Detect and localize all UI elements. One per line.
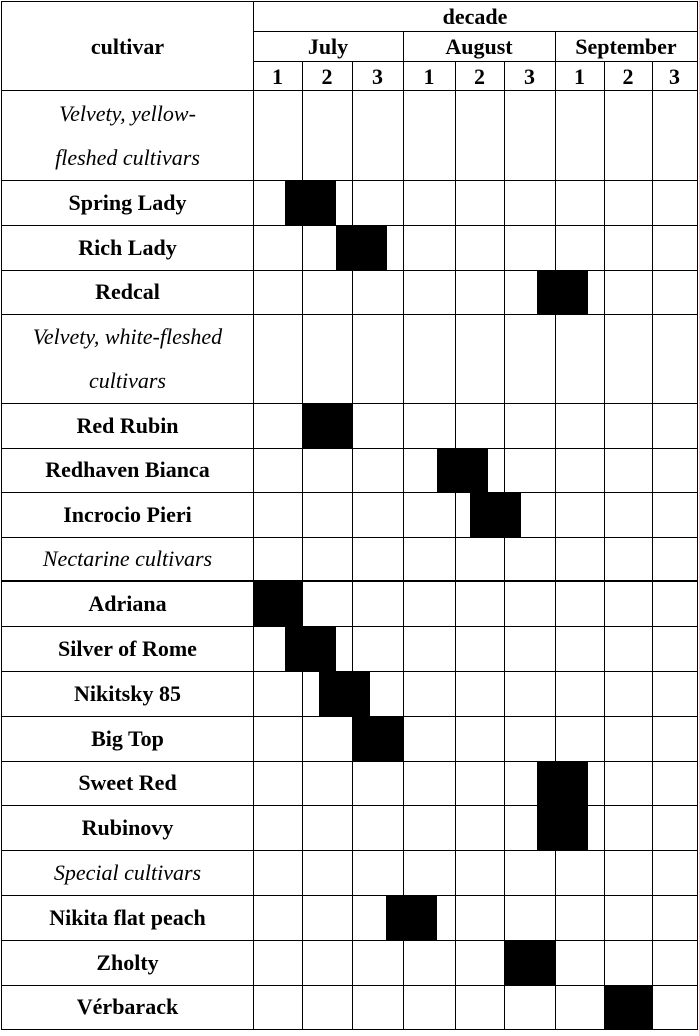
grid-line (1, 270, 698, 271)
grid-line (504, 61, 505, 1030)
group-label: Special cultivars (53, 859, 202, 885)
header-decade-number: 1 (423, 63, 435, 89)
header-decade-number: 2 (321, 63, 333, 89)
table-border-left (1, 1, 2, 1030)
section-divider (1, 580, 698, 582)
header-decade-number: 1 (272, 63, 283, 89)
ripening-bar (319, 671, 370, 716)
ripening-bar (537, 805, 588, 850)
grid-line (604, 61, 605, 1030)
ripening-bar (437, 448, 488, 492)
cultivar-name: Spring Lady (68, 189, 187, 215)
header-decade-number: 2 (474, 63, 485, 89)
cultivar-name: Silver of Rome (58, 635, 197, 661)
grid-line (253, 61, 697, 62)
table-border-top (1, 1, 698, 2)
ripening-bar (285, 626, 336, 671)
grid-line (1, 180, 698, 181)
ripening-bar (285, 180, 336, 225)
cultivar-name: Rich Lady (78, 234, 177, 260)
grid-line (1, 537, 698, 538)
grid-line (302, 61, 303, 1030)
grid-line (1, 805, 698, 806)
cultivar-name: Red Rubin (76, 412, 179, 438)
table-border-bottom (1, 1029, 698, 1030)
cultivar-name: Rubinovy (81, 814, 174, 840)
group-label (2, 314, 253, 403)
header-month-august: August (445, 34, 513, 59)
cultivar-name: Redcal (95, 279, 160, 304)
header-month-july: July (307, 34, 349, 59)
header-decade-number: 3 (372, 63, 383, 89)
group-label-line: Velvety, white-fleshed (32, 323, 223, 349)
ripening-bar (253, 581, 302, 626)
ripening-bar (336, 225, 387, 270)
grid-line (1, 492, 698, 493)
grid-line (455, 61, 456, 1030)
group-label-line: cultivars (89, 367, 166, 393)
grid-line (1, 314, 698, 315)
grid-line (1, 90, 698, 91)
grid-line (1, 716, 698, 717)
grid-line (253, 1, 254, 1030)
grid-line (1, 761, 698, 762)
cultivar-name: Sweet Red (78, 770, 177, 795)
grid-line (1, 985, 698, 986)
cultivar-name: Redhaven Bianca (45, 457, 210, 482)
grid-line (1, 671, 698, 672)
ripening-bar (352, 716, 403, 761)
ripening-bar (604, 985, 652, 1029)
ripening-bar (537, 270, 588, 314)
header-cultivar: cultivar (90, 33, 165, 59)
group-label-line: fleshed cultivars (55, 144, 200, 170)
group-label: Nectarine cultivars (42, 546, 213, 571)
cultivar-name: Big Top (91, 725, 164, 751)
group-label (2, 91, 253, 180)
grid-line (253, 31, 697, 32)
cultivar-name: Nikitsky 85 (74, 680, 181, 706)
header-decade: decade (442, 4, 508, 29)
header-decade-number: 1 (574, 63, 585, 89)
table-border-right (697, 1, 698, 1030)
cultivar-name: Zholty (96, 949, 159, 975)
cultivar-name: Vérbarack (76, 994, 179, 1019)
cultivar-name: Nikita flat peach (49, 904, 206, 930)
ripening-bar (470, 492, 521, 537)
grid-line (352, 61, 353, 1030)
cultivar-name: Incrocio Pieri (63, 501, 192, 527)
header-decade-number: 2 (622, 63, 634, 89)
cultivar-name: Adriana (88, 590, 167, 616)
ripening-bar (302, 403, 352, 448)
ripening-bar (537, 761, 588, 805)
grid-line (1, 895, 698, 896)
grid-line (1, 940, 698, 941)
ripening-bar (504, 940, 555, 985)
group-label-line: Velvety, yellow- (59, 100, 196, 126)
grid-line (1, 850, 698, 851)
grid-line (652, 61, 653, 1030)
header-month-september: September (575, 34, 677, 59)
grid-line (1, 626, 698, 627)
grid-line (1, 448, 698, 449)
grid-line (1, 403, 698, 404)
header-decade-number: 3 (524, 63, 535, 89)
ripening-bar (386, 895, 437, 940)
header-decade-number: 3 (669, 63, 680, 89)
grid-line (1, 225, 698, 226)
